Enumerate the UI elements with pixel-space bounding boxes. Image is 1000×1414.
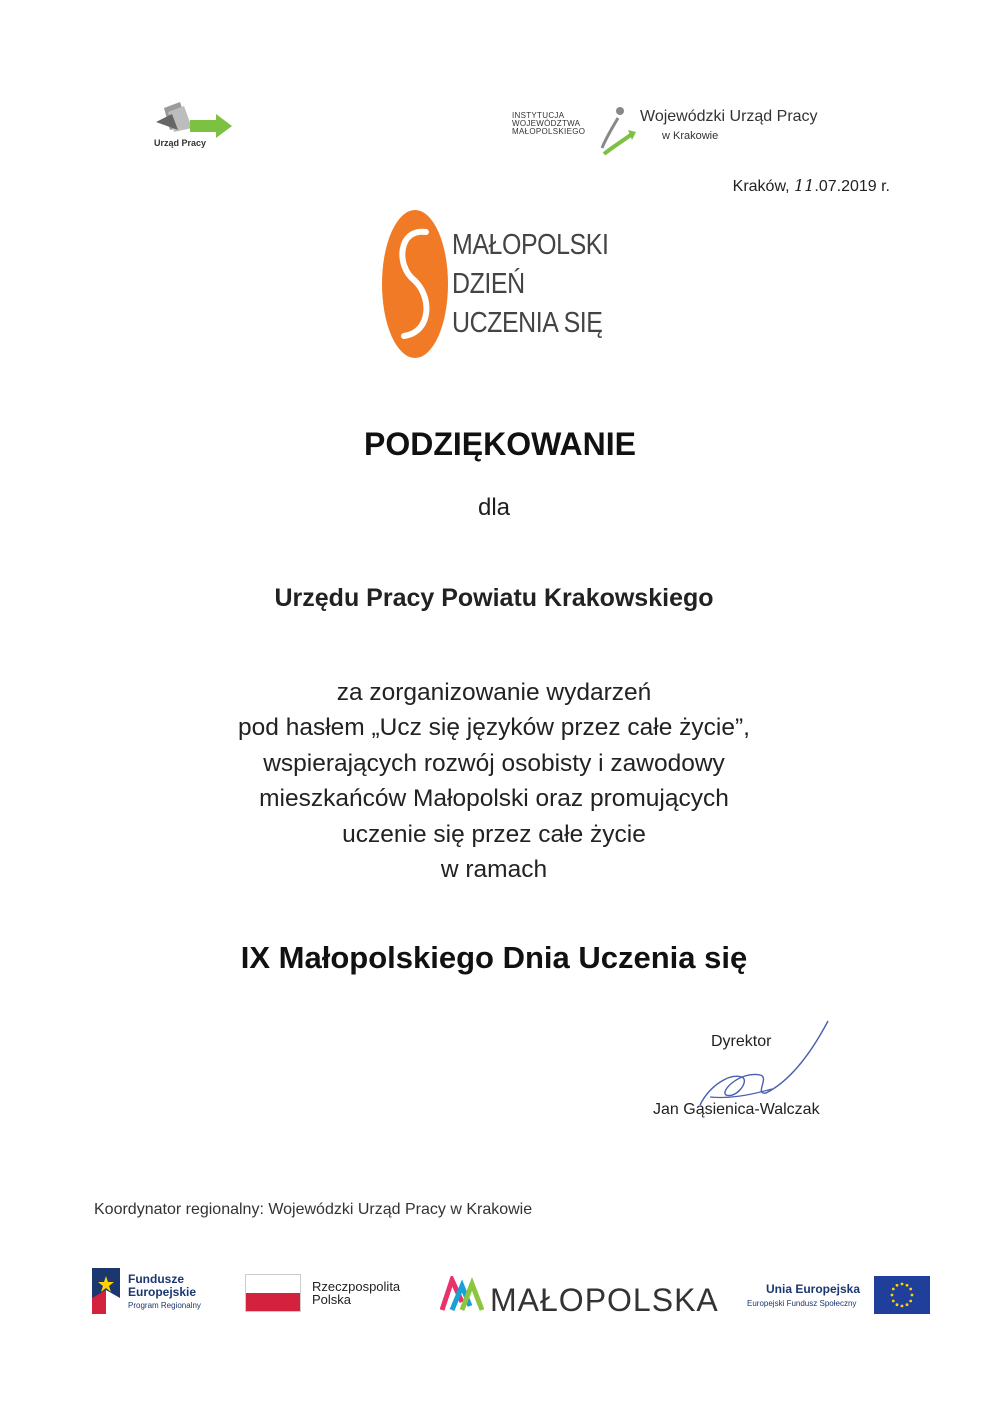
- fe-line: Fundusze: [128, 1272, 184, 1286]
- polish-flag-icon: [245, 1274, 301, 1312]
- body-line: pod hasłem „Ucz się języków przez całe życie”,: [238, 714, 750, 742]
- event-logo-text: [452, 226, 608, 343]
- urzad-pracy-logo-caption: Urząd Pracy: [154, 138, 207, 148]
- eu-flag-icon: [874, 1276, 930, 1314]
- institution-line: WOJEWÓDZTWA: [512, 119, 581, 128]
- body-line: w ramach: [440, 856, 548, 884]
- for-word: dla: [477, 494, 511, 521]
- institution-label: [512, 112, 585, 136]
- urzad-pracy-logo: [150, 100, 240, 156]
- certificate-title: PODZIĘKOWANIE: [363, 426, 636, 462]
- institution-line: INSTYTUCJA: [512, 111, 565, 120]
- body-line: za zorganizowanie wydarzeń: [336, 679, 652, 706]
- body-line: uczenie się przez całe życie: [342, 820, 646, 848]
- malopolska-m-icon: [440, 1276, 484, 1312]
- signatory-role: Dyrektor: [711, 1033, 772, 1050]
- handwritten-signature: [680, 1015, 840, 1115]
- recipient-name: Urzędu Pracy Powiatu Krakowskiego: [274, 584, 714, 612]
- body-line: mieszkańców Małopolski oraz promujących: [259, 785, 729, 813]
- fundusze-europejskie-star-icon: [92, 1268, 120, 1314]
- wup-title: Wojewódzki Urząd Pracy: [640, 108, 818, 125]
- fe-line: Europejskie: [128, 1285, 197, 1299]
- malopolska-label: MAŁOPOLSKA: [490, 1282, 719, 1318]
- wup-figure-icon: [598, 104, 638, 158]
- program-regionalny-label: Program Regionalny: [128, 1301, 201, 1310]
- event-logo-line: MAŁOPOLSKI: [452, 229, 609, 261]
- rp-line: Polska: [312, 1292, 352, 1307]
- certificate-body: [0, 675, 988, 887]
- rzeczpospolita-polska-label: [312, 1280, 400, 1306]
- body-line: wspierających rozwój osobisty i zawodowy: [263, 749, 725, 777]
- date-prefix: Kraków,: [732, 178, 795, 195]
- fundusze-europejskie-label: [128, 1273, 196, 1299]
- event-name: IX Małopolskiego Dnia Uczenia się: [240, 940, 748, 975]
- rp-line: Rzeczpospolita: [312, 1279, 401, 1294]
- event-logo-line: DZIEŃ: [452, 268, 525, 300]
- efs-label: Europejski Fundusz Społeczny: [747, 1299, 857, 1308]
- document-date: [733, 176, 890, 196]
- wup-subtitle: w Krakowie: [662, 130, 719, 142]
- date-handwritten-day: 11: [794, 176, 815, 195]
- unia-europejska-label: Unia Europejska: [766, 1282, 861, 1296]
- urzad-pracy-arrow-icon: [150, 100, 240, 140]
- institution-line: MAŁOPOLSKIEGO: [512, 127, 586, 136]
- event-logo-line: UCZENIA SIĘ: [452, 307, 603, 339]
- malopolski-dzien-uczenia-logo-icon: [380, 208, 450, 360]
- signatory-name: Jan Gąsienica-Walczak: [653, 1101, 820, 1118]
- date-suffix: .07.2019 r.: [814, 178, 890, 195]
- regional-coordinator: Koordynator regionalny: Wojewódzki Urząd Pracy w Krakowie: [94, 1201, 533, 1218]
